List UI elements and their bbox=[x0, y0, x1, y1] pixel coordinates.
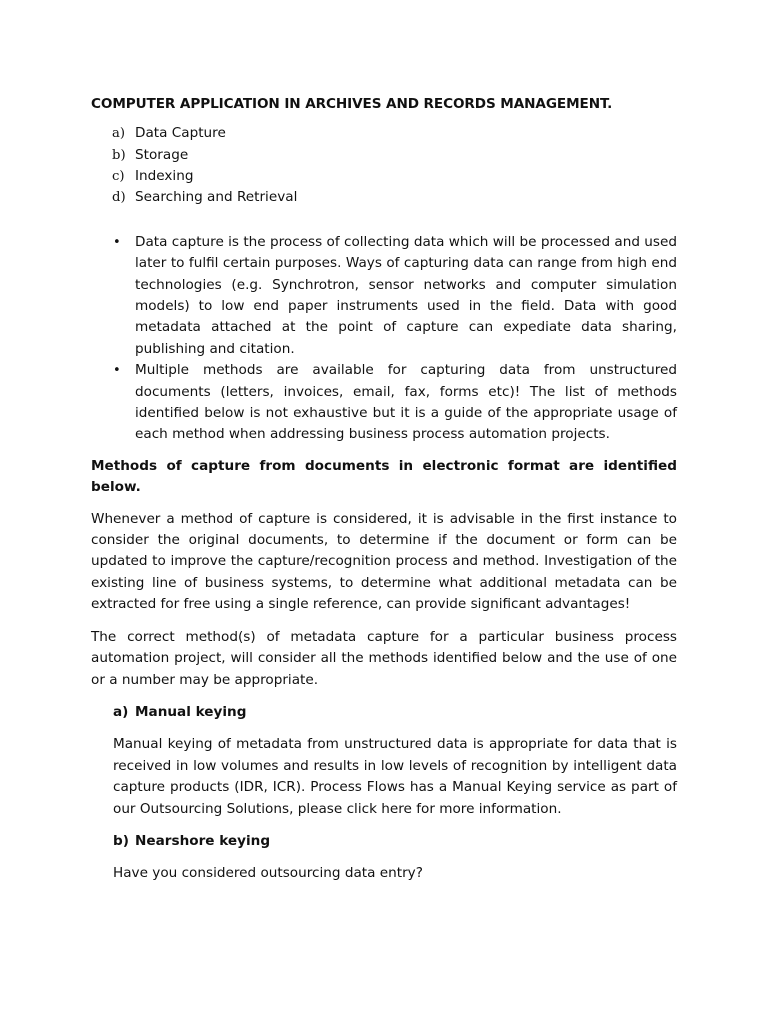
topic-label: Searching and Retrieval bbox=[135, 188, 298, 205]
topic-label: Data Capture bbox=[135, 125, 226, 142]
topic-item bbox=[91, 187, 677, 208]
method-marker: b) bbox=[113, 832, 129, 849]
method-text: Manual keying of metadata from unstructured data is appropriate for data that is received in low volumes and results in low levels of recognition by intelligent data capture products (IDR, ICR). Process Flows has a Manual Keying service as part of our Outsourcing Solutions, please click here for more information. bbox=[113, 736, 677, 817]
bullet-text: Data capture is the process of collecting data which will be processed and used later to fulfil certain purposes. Ways of capturing data can range from high end technologies (e.g. Synchrotron, sensor networks and computer simulation models) to low end paper instruments used in the field. Data with good metadata attached at the point of capture can expediate data sharing, publishing and citation. bbox=[135, 233, 677, 357]
section-heading: Methods of capture from documents in electronic format are identified below. bbox=[91, 457, 677, 496]
method-marker: a) bbox=[113, 703, 129, 720]
paragraph: Whenever a method of capture is considered, it is advisable in the first instance to consider the original documents, to determine if the document or form can be updated to improve the capture/recognition process and method. Investigation of the existing line of business systems, to determine what additional metadata can be extracted for free using a single reference, can provide significant advantages! bbox=[91, 510, 677, 613]
method-title: Manual keying bbox=[135, 703, 247, 720]
topic-marker: c) bbox=[112, 168, 125, 184]
bullet-list bbox=[91, 232, 677, 446]
document-content bbox=[91, 94, 677, 896]
topic-marker: a) bbox=[112, 126, 126, 142]
topic-item bbox=[91, 166, 677, 187]
paragraph: The correct method(s) of metadata capture for a particular business process automation project, will consider all the methods identified below and the use of one or a number may be appropriate. bbox=[91, 628, 677, 688]
topic-marker: d) bbox=[112, 189, 126, 205]
topic-label: Storage bbox=[135, 146, 189, 163]
bullet-text: Multiple methods are available for capturing data from unstructured documents (letters, invoices, email, fax, forms etc)! The list of methods identified below is not exhaustive but it is a guide of the appropriate usage of each method when addressing business process automation projects. bbox=[135, 362, 677, 443]
bullet-dot-icon: • bbox=[113, 363, 121, 379]
topic-marker: b) bbox=[112, 147, 126, 163]
document-title: COMPUTER APPLICATION IN ARCHIVES AND RECORDS MANAGEMENT. bbox=[91, 96, 613, 112]
method-heading bbox=[113, 831, 677, 852]
bullet-item bbox=[91, 232, 677, 360]
topic-item bbox=[91, 123, 677, 144]
method-text: Have you considered outsourcing data entry? bbox=[113, 865, 423, 882]
method-title: Nearshore keying bbox=[135, 832, 271, 849]
topic-list bbox=[91, 123, 677, 207]
method-heading bbox=[113, 702, 677, 723]
bullet-item bbox=[91, 360, 677, 446]
topic-label: Indexing bbox=[135, 167, 194, 184]
topic-item bbox=[91, 145, 677, 166]
bullet-dot-icon: • bbox=[113, 234, 121, 250]
